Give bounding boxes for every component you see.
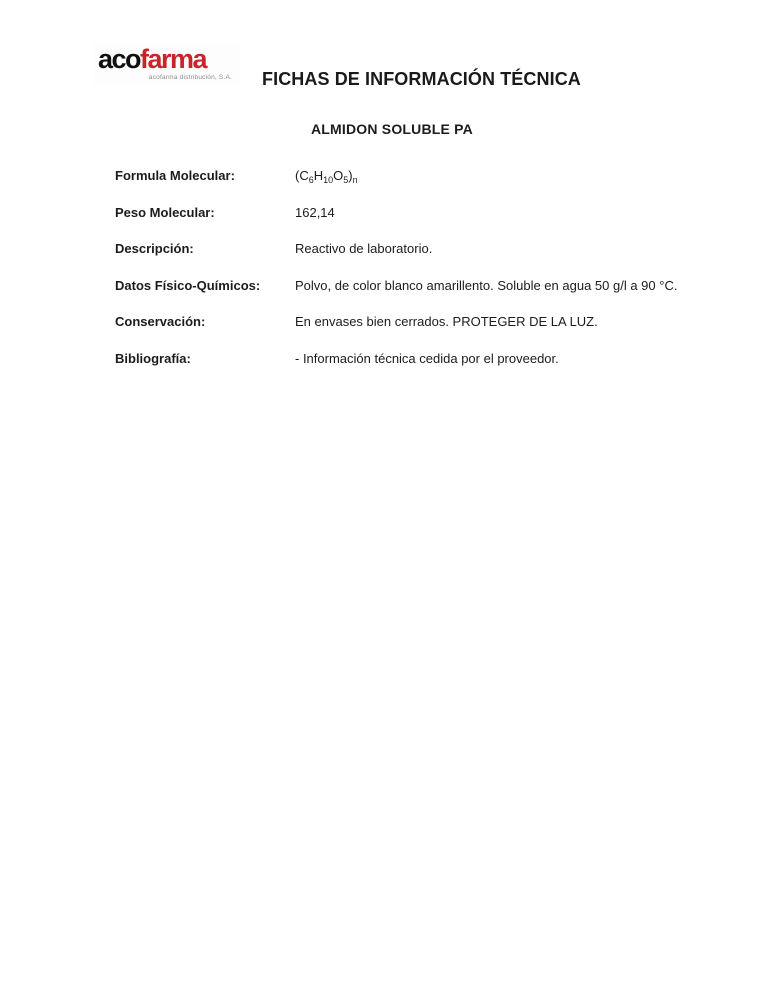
field-label: Conservación: <box>115 314 206 329</box>
page-title: FICHAS DE INFORMACIÓN TÉCNICA <box>262 69 581 89</box>
field-value: Reactivo de laboratorio. <box>295 241 433 256</box>
logo-tagline: acofarma distribución, S.A. <box>148 74 232 81</box>
fields-table <box>115 168 755 387</box>
logo-text-farma: farma <box>140 44 207 74</box>
field-row-formula-molecular <box>115 168 755 183</box>
field-label: Formula Molecular: <box>115 168 235 183</box>
field-row-datos-fisico-quimicos <box>115 278 755 293</box>
field-label: Peso Molecular: <box>115 204 215 220</box>
field-label: Bibliografía: <box>115 350 191 366</box>
field-row-bibliografia <box>115 351 755 366</box>
field-row-descripcion <box>115 241 755 256</box>
product-title: ALMIDON SOLUBLE PA <box>310 121 473 137</box>
field-label: Datos Físico-Químicos: <box>115 277 261 293</box>
acofarma-logo <box>94 44 240 84</box>
field-value: 162,14 <box>295 204 335 220</box>
field-value: - Información técnica cedida por el proveedor. <box>295 350 559 366</box>
field-value: En envases bien cerrados. PROTEGER DE LA LUZ. <box>295 314 598 329</box>
field-value: Polvo, de color blanco amarillento. Soluble en agua 50 g/l a 90 °C. <box>295 277 678 293</box>
field-label: Descripción: <box>115 241 194 256</box>
molecular-formula-value: $(C_6H_{10}O_5)_n$ <box>295 168 358 185</box>
logo-text-aco: aco <box>98 44 141 74</box>
field-row-conservacion <box>115 314 755 329</box>
field-row-peso-molecular <box>115 205 755 220</box>
logo-wordmark <box>98 46 236 73</box>
